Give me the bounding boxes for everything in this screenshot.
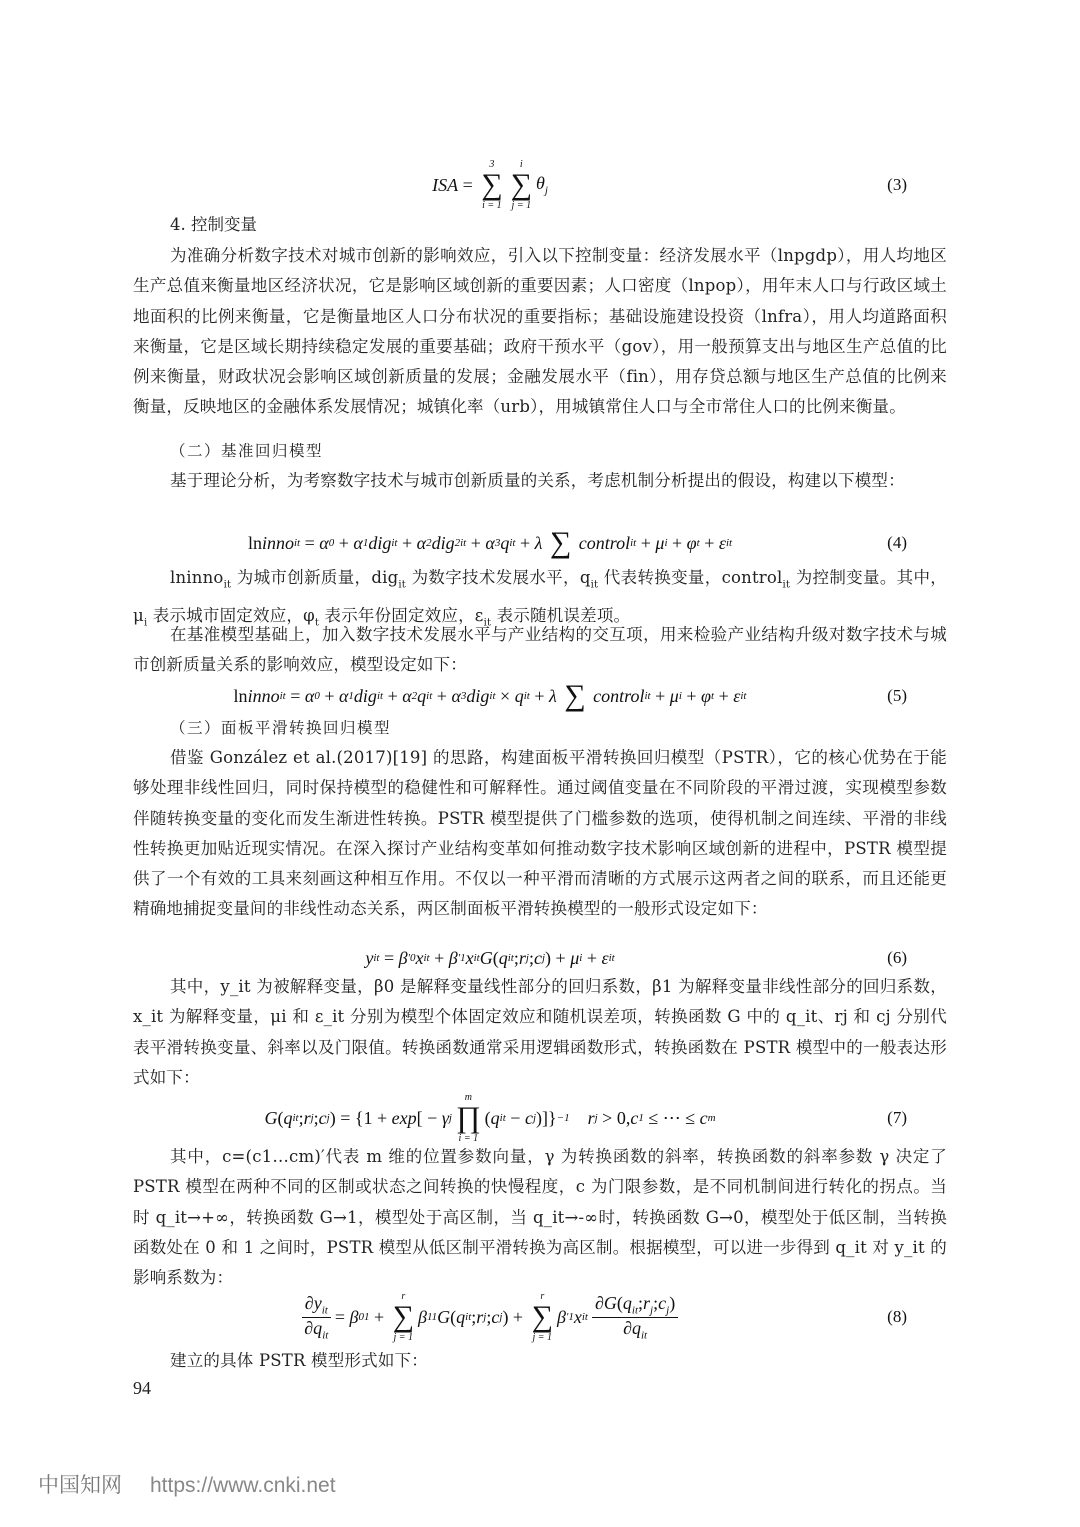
eq3-sum2-lower: j = 1 — [511, 200, 532, 211]
watermark-url: https://www.cnki.net — [150, 1474, 336, 1497]
eq3-sum2-upper: i — [519, 159, 523, 170]
equation-4-body: ln inno it = α 0 + α 1 dig it + α 2 dig 2 it + α 3 q it + λ ∑ control it + μ i + φ t + ε it — [247, 526, 733, 559]
watermark-brand: 中国知网 — [38, 1473, 122, 1497]
equation-8 — [133, 1292, 907, 1342]
equation-3-number: (3) — [887, 175, 907, 194]
eq3-lhs: ISA — [432, 174, 459, 195]
specific-model-paragraph: 建立的具体 PSTR 模型形式如下： — [170, 1351, 428, 1370]
equation-4 — [133, 523, 907, 563]
equation-7-body: G ( q it ; r j ; c j ) = {1 + exp [ − γ j m ∏ i = 1 ( q it − c j )]} −1 r j > 0, c 1 ≤ ⋯ ≤ c m — [264, 1092, 716, 1144]
equation-8-body: $\frac{\partial y_{it}}{\partial q_{it}}$ = β 01 + r ∑ j = 1 β 11 G ( q it ; r j ; c j ) + r ∑ j = 1 β ′ 1 x it $\frac{\partial G(q_{it};r_j;c_j)}{\partial q_{it}}$ — [133, 1291, 847, 1343]
pstr-intro-paragraph: 借鉴 González et al.(2017)[19] 的思路，构建面板平滑转换回归模型（PSTR），它的核心优势在于能够处理非线性回归，同时保持模型的稳健性和可解释性。通过阈值变量在不同阶段的平滑过渡，实现模型参数伴随转换变量的变化而发生渐进性转换。PSTR 模型提供了门槛参数的选项，使得机制之间连续、平滑的非线性转换更加贴近现实情况。在深入探讨产业结构变革如何推动数字技术影响区域创新的进程中，PSTR 模型提供了一个有效的工具来刻画这种相互作用。不仅以一种平滑而清晰的方式展示这两者之间的联系，而且还能更精确地捕捉变量间的非线性动态关系，两区制面板平滑转换模型的一般形式设定如下： — [133, 748, 947, 919]
section-pstr-heading: （三）面板平滑转换回归模型 — [170, 719, 392, 737]
benchmark-variables-paragraph: lninno$_{it}$ 为城市创新质量，dig$_{it}$ 为数字技术发展水平，$q_{it}$ 代表转换变量，control$_{it}$ 为控制变量。其中，$\mu_i$ 表示城市固定效应，$\varphi_t$ 表示年份固定效应，$\varepsilon_{it}$ 表示随机误差项。 — [133, 568, 947, 628]
interaction-paragraph: 在基准模型基础上，加入数字技术发展水平与产业结构的交互项，用来检验产业结构升级对数字技术与城市创新质量关系的影响效应，模型设定如下： — [133, 625, 947, 675]
eq3-sum-i: 3 ∑ i = 1 — [481, 159, 503, 211]
transition-function-paragraph: 其中，c=(c1…cm)′代表 m 维的位置参数向量，γ 为转换函数的斜率，转换函数的斜率参数 γ 决定了 PSTR 模型在两种不同的区制或状态之间转换的快慢程度，c 为门限参数，是不同机制间进行转化的拐点。当时 q_it→+∞，转换函数 G→1，模型处于高区制，当 q_it→-∞时，转换函数 G→0，模型处于低区制，当转换函数处在 0 和 1 之间时，PSTR 模型从低区制平滑转换为高区制。根据模型，可以进一步得到 q_it 对 y_it 的影响系数为： — [133, 1147, 947, 1288]
equation-3-body: ISA = 3 ∑ i = 1 i ∑ j = 1 $\theta_j$ — [432, 159, 548, 211]
eq3-sum1-upper: 3 — [489, 159, 495, 170]
page-number: 94 — [133, 1378, 151, 1398]
watermark — [38, 1469, 336, 1499]
equation-5 — [133, 676, 907, 716]
equation-7-number: (7) — [887, 1108, 907, 1127]
equation-8-number: (8) — [887, 1307, 907, 1326]
equation-7 — [133, 1093, 907, 1143]
eq3-term: $\theta_j$ — [536, 173, 548, 197]
equation-6-number: (6) — [887, 948, 907, 967]
benchmark-intro-paragraph: 基于理论分析，为考察数字技术与城市创新质量的关系，考虑机制分析提出的假设，构建以下模型： — [170, 471, 905, 490]
section-4-heading: 4. 控制变量 — [170, 215, 257, 234]
section-benchmark-heading: （二）基准回归模型 — [170, 442, 324, 460]
equation-5-number: (5) — [887, 686, 907, 705]
equation-3 — [133, 159, 907, 211]
section-4-paragraph: 为准确分析数字技术对城市创新的影响效应，引入以下控制变量：经济发展水平（lnpgdp），用人均地区生产总值来衡量地区经济状况，它是影响区域创新的重要因素；人口密度（lnpop），用年末人口与行政区域土地面积的比例来衡量，它是衡量地区人口分布状况的重要指标；基础设施建设投资（lnfra），用人均道路面积来衡量，它是区域长期持续稳定发展的重要基础；政府干预水平（gov），用一般预算支出与地区生产总值的比例来衡量，财政状况会影响区域创新质量的发展；金融发展水平（fin），用存贷总额与地区生产总值的比例来衡量，反映地区的金融体系发展情况；城镇化率（urb），用城镇常住人口与全市常住人口的比例来衡量。 — [133, 246, 947, 417]
eq3-sum1-lower: i = 1 — [482, 200, 502, 211]
equation-6-body: y it = β ′ 0 x it + β ′ 1 x it G ( q it ; r j ; c j ) + μ i + ε it — [365, 947, 615, 968]
equation-5-body: ln inno it = α 0 + α 1 dig it + α 2 q it + α 3 dig it × q it + λ ∑ control it + μ i + φ t + ε it — [233, 679, 747, 712]
eq3-sum-j: i ∑ j = 1 — [510, 159, 533, 211]
equation-4-number: (4) — [887, 533, 907, 552]
pstr-variables-paragraph: 其中，y_it 为被解释变量，β0 是解释变量线性部分的回归系数，β1 为解释变量非线性部分的回归系数，x_it 为解释变量，μi 和 ε_it 分别为模型个体固定效应和随机误差项，转换函数 G 中的 q_it、rj 和 cj 分别代表平滑转换变量、斜率以及门限值。转换函数通常采用逻辑函数形式，转换函数在 PSTR 模型中的一般表达形式如下： — [133, 977, 947, 1087]
